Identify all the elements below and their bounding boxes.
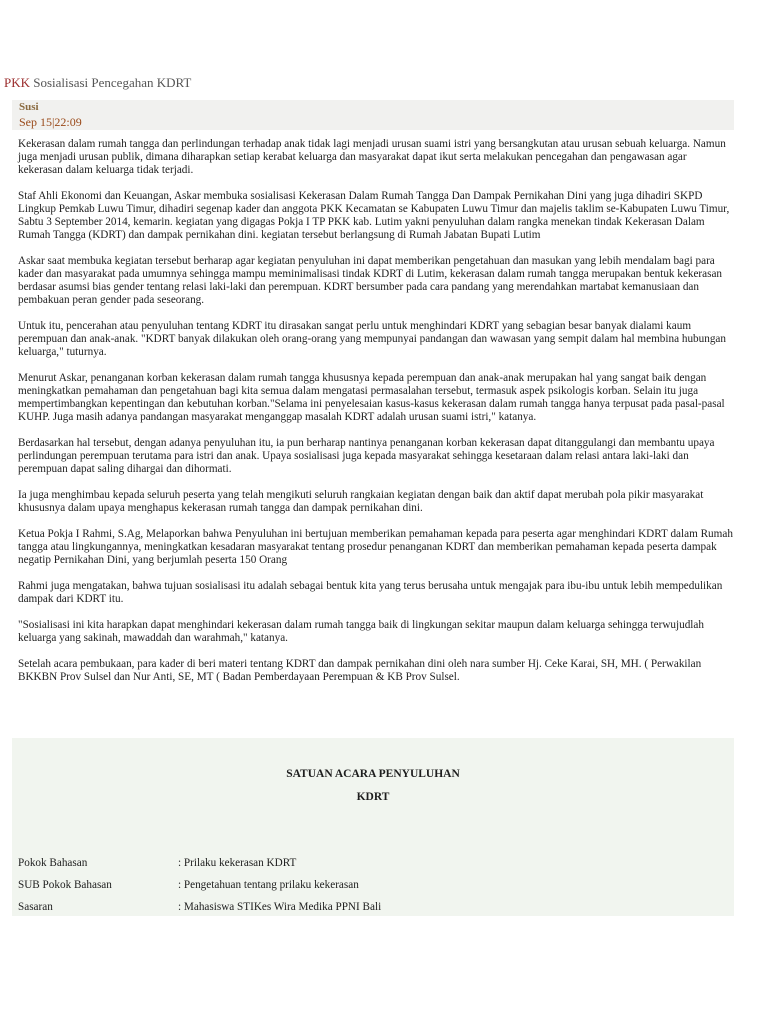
sap-title: SATUAN ACARA PENYULUHAN: [286, 768, 460, 780]
breadcrumb-category-link[interactable]: PKK: [4, 75, 31, 90]
article-paragraph: Ia juga menghimbau kepada seluruh peserta yang telah mengikuti seluruh rangkaian kegiatan dengan baik dan aktif dapat merubah pola pikir masyarakat khususnya dalam upaya menghapus kekerasan rumah tangga dan dampak pernikahan dini.: [18, 489, 704, 514]
sap-section: [12, 738, 734, 916]
sap-row-label: SUB Pokok Bahasan: [18, 879, 112, 891]
article-body: [18, 138, 734, 697]
article-paragraph: Askar saat membuka kegiatan tersebut berharap agar kegiatan penyuluhan ini dapat memberikan pengetahuan dan masukan yang lebih mendalam bagi para kader dan masyarakat pada umumnya sehingga mampu meminimalisasi tindak KDRT di Lutim, kekerasan dalam rumah tangga merupakan bentuk kekerasan berdasar asumsi bias gender tentang relasi laki-laki dan perempuan. KDRT bersumber pada cara pandang yang merendahkan martabat kemanusiaan dan pembakuan peran gender pada seseorang.: [18, 255, 723, 306]
sap-row-label: Sasaran: [18, 901, 53, 913]
article-paragraph: Ketua Pokja I Rahmi, S.Ag, Melaporkan bahwa Penyuluhan ini bertujuan memberikan pemahaman kepada para peserta agar menghindari KDRT dalam Rumah tangga atau lingkungannya, meningkatkan kesadaran masyarakat tentang prosedur penanganan KDRT dan memberikan pemahaman kepada peserta dampak negatip Pernikahan Dini, yang berjumlah peserta 150 Orang: [18, 528, 733, 566]
article-paragraph: Untuk itu, pencerahan atau penyuluhan tentang KDRT itu dirasakan sangat perlu untuk menghindari KDRT yang sebagian besar banyak dialami kaum perempuan dan anak-anak. "KDRT banyak dilakukan oleh orang-orang yang mempunyai pandangan dan wawasan yang sempit dalam hal membina hubungan keluarga," tuturnya.: [18, 320, 726, 358]
breadcrumb: [4, 75, 191, 91]
sap-row-label: Pokok Bahasan: [18, 857, 88, 869]
sap-subtitle: KDRT: [356, 791, 390, 803]
article-paragraph: Staf Ahli Ekonomi dan Keuangan, Askar membuka sosialisasi Kekerasan Dalam Rumah Tangga Dan Dampak Pernikahan Dini yang juga dihadiri SKPD Lingkup Pemkab Luwu Timur, dihadiri segenap kader dan anggota PKK Kecamatan se Kabupaten Luwu Timur dan majelis taklim se-Kabupaten Luwu Timur, Sabtu 3 September 2014, kemarin. kegiatan yang digagas Pokja I TP PKK kab. Lutim yakni penyuluhan dalam rangka menekan tindak Kekerasan Dalam Rumah Tangga (KDRT) dan dampak pernikahan dini. kegiatan tersebut berlangsung di Rumah Jabatan Bupati Lutim: [18, 190, 730, 241]
sap-row-value: : Pengetahuan tentang prilaku kekerasan: [178, 879, 359, 891]
post-meta: [12, 100, 734, 130]
breadcrumb-title: Sosialisasi Pencegahan KDRT: [33, 75, 192, 90]
post-author: Susi: [19, 101, 39, 113]
article-paragraph: Rahmi juga mengatakan, bahwa tujuan sosialisasi itu adalah sebagai bentuk kita yang terus berusaha untuk mengajak para ibu-ibu untuk lebih mempedulikan dampak dari KDRT itu.: [18, 580, 723, 605]
article-paragraph: Kekerasan dalam rumah tangga dan perlindungan terhadap anak tidak lagi menjadi urusan suami istri yang bersangkutan atau urusan sebuah keluarga. Namun juga menjadi urusan publik, dimana diharapkan setiap kerabat keluarga dan masyarakat dapat ikut serta melakukan pencegahan dan pengawasan agar kekerasan dalam keluarga tidak terjadi.: [18, 138, 726, 176]
article-paragraph: Setelah acara pembukaan, para kader di beri materi tentang KDRT dan dampak pernikahan dini oleh nara sumber Hj. Ceke Karai, SH, MH. ( Perwakilan BKKBN Prov Sulsel dan Nur Anti, SE, MT ( Badan Pemberdayaan Perempuan & KB Prov Sulsel.: [18, 658, 702, 683]
post-date: Sep 15|22:09: [19, 115, 82, 129]
article-paragraph: Menurut Askar, penanganan korban kekerasan dalam rumah tangga khususnya kepada perempuan dan anak-anak merupakan hal yang sangat baik dengan meningkatkan pemahaman dan pengetahuan bagi kita semua dalam mengatasi permasalahan tersebut, termasuk aspek psikologis korban. Selain itu juga mempertimbangkan kepentingan dan kebutuhan korban."Selama ini penyelesaian kasus-kasus kekerasan dalam rumah tangga hanya terpusat pada pasal-pasal KUHP. Juga masih adanya pandangan masyarakat menganggap masalah KDRT adalah urusan suami istri," katanya.: [18, 372, 725, 423]
sap-row-value: : Prilaku kekerasan KDRT: [178, 857, 297, 869]
sap-row-value: : Mahasiswa STIKes Wira Medika PPNI Bali: [178, 901, 382, 913]
article-paragraph: Berdasarkan hal tersebut, dengan adanya penyuluhan itu, ia pun berharap nantinya penanganan korban kekerasan dapat ditanggulangi dan membantu upaya perlindungan perempuan terutama para istri dan anak. Upaya sosialisasi juga kepada masyarakat sehingga kesetaraan dalam relasi antara laki-laki dan perempuan dapat saling dihargai dan dihormati.: [18, 437, 715, 475]
article-paragraph: "Sosialisasi ini kita harapkan dapat menghindari kekerasan dalam rumah tangga baik di lingkungan sekitar maupun dalam keluarga sehingga terwujudlah keluarga yang sakinah, mawaddah dan warahmah," katanya.: [18, 619, 704, 644]
